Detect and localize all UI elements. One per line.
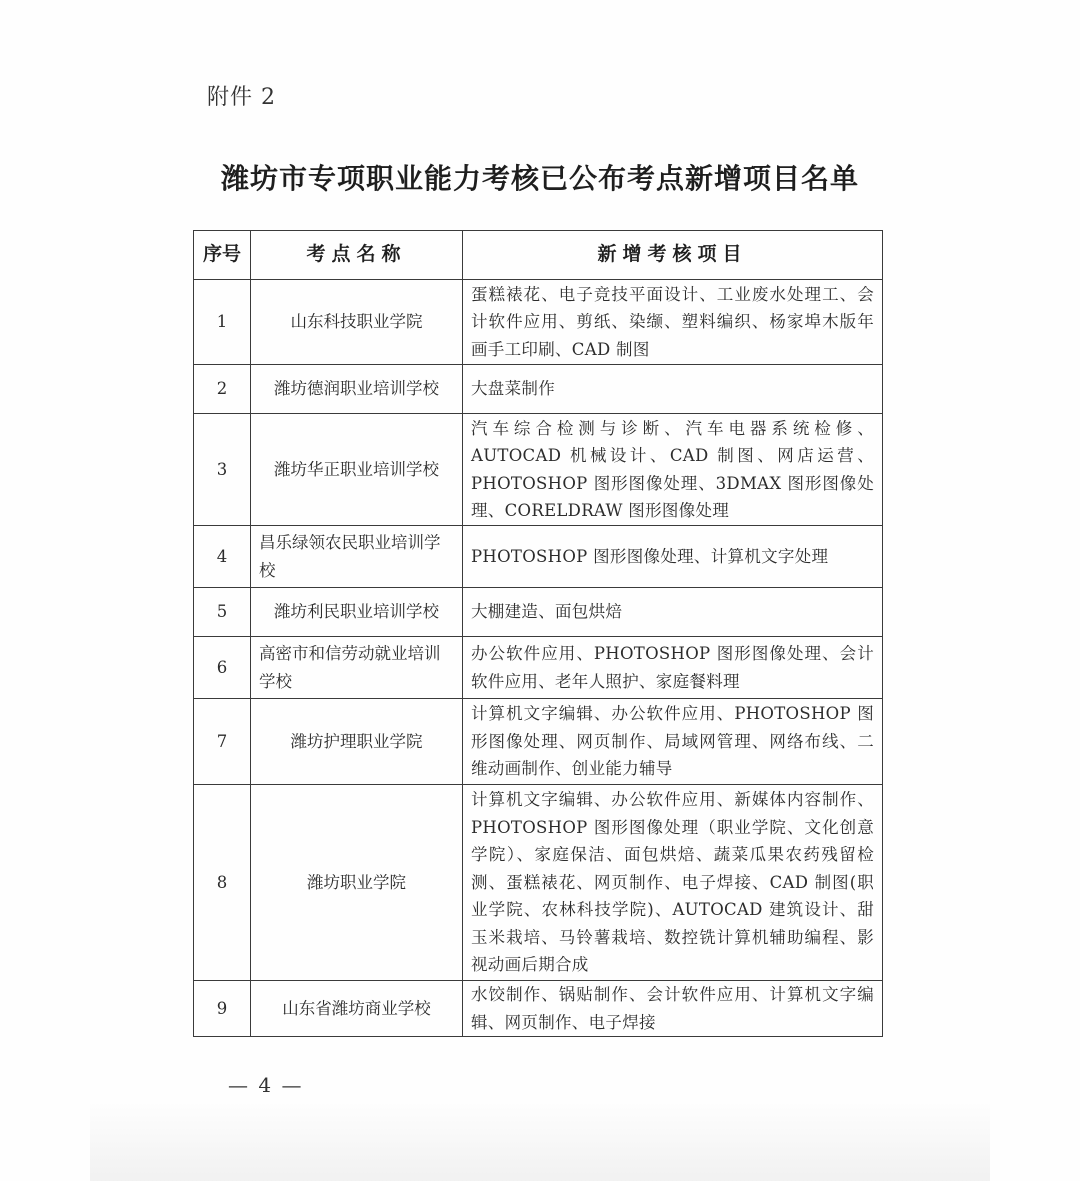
header-site-name: 考点名称 [251,231,463,280]
table-row [194,526,883,588]
row-index: 8 [194,785,251,981]
attachment-label: 附件 2 [207,85,276,110]
row-site-name: 昌乐绿领农民职业培训学校 [251,526,463,588]
row-index: 4 [194,526,251,588]
row-index: 1 [194,280,251,365]
table-header-row [194,231,883,280]
page-number: — 4 — [228,1073,304,1097]
table-row [194,414,883,526]
row-projects: 大盘菜制作 [463,365,883,414]
header-new-projects: 新增考核项目 [463,231,883,280]
table-row [194,365,883,414]
row-projects: 蛋糕裱花、电子竞技平面设计、工业废水处理工、会计软件应用、剪纸、染缬、塑料编织、杨家埠木版年画手工印刷、CAD 制图 [463,280,883,365]
row-site-name: 山东科技职业学院 [251,280,463,365]
document-title: 潍坊市专项职业能力考核已公布考点新增项目名单 [220,162,859,195]
row-index: 5 [194,588,251,637]
row-site-name: 潍坊德润职业培训学校 [251,365,463,414]
scan-shadow [90,1100,990,1181]
table-row [194,588,883,637]
table-row [194,699,883,785]
row-projects: 汽车综合检测与诊断、汽车电器系统检修、AUTOCAD 机械设计、CAD 制图、网店运营、PHOTOSHOP 图形图像处理、3DMAX 图形图像处理、CORELDRAW 图形图像处理 [463,414,883,526]
row-site-name: 潍坊利民职业培训学校 [251,588,463,637]
row-projects: 大棚建造、面包烘焙 [463,588,883,637]
row-projects: 计算机文字编辑、办公软件应用、新媒体内容制作、PHOTOSHOP 图形图像处理（职业学院、文化创意学院）、家庭保洁、面包烘焙、蔬菜瓜果农药残留检测、蛋糕裱花、网页制作、电子焊接、CAD 制图(职业学院、农林科技学院)、AUTOCAD 建筑设计、甜玉米栽培、马铃薯栽培、数控铣计算机辅助编程、影视动画后期合成 [463,785,883,981]
exam-site-table [193,230,883,1037]
row-site-name: 高密市和信劳动就业培训学校 [251,637,463,699]
row-index: 3 [194,414,251,526]
table-row [194,280,883,365]
row-index: 7 [194,699,251,785]
row-site-name: 潍坊华正职业培训学校 [251,414,463,526]
row-projects: 水饺制作、锅贴制作、会计软件应用、计算机文字编辑、网页制作、电子焊接 [463,981,883,1037]
row-site-name: 潍坊护理职业学院 [251,699,463,785]
row-projects: 办公软件应用、PHOTOSHOP 图形图像处理、会计软件应用、老年人照护、家庭餐料理 [463,637,883,699]
row-site-name: 潍坊职业学院 [251,785,463,981]
row-index: 6 [194,637,251,699]
row-index: 9 [194,981,251,1037]
row-site-name: 山东省潍坊商业学校 [251,981,463,1037]
table-row [194,637,883,699]
row-projects: PHOTOSHOP 图形图像处理、计算机文字处理 [463,526,883,588]
row-index: 2 [194,365,251,414]
table-row [194,785,883,981]
table-row [194,981,883,1037]
row-projects: 计算机文字编辑、办公软件应用、PHOTOSHOP 图形图像处理、网页制作、局域网管理、网络布线、二维动画制作、创业能力辅导 [463,699,883,785]
header-index: 序号 [194,231,251,280]
